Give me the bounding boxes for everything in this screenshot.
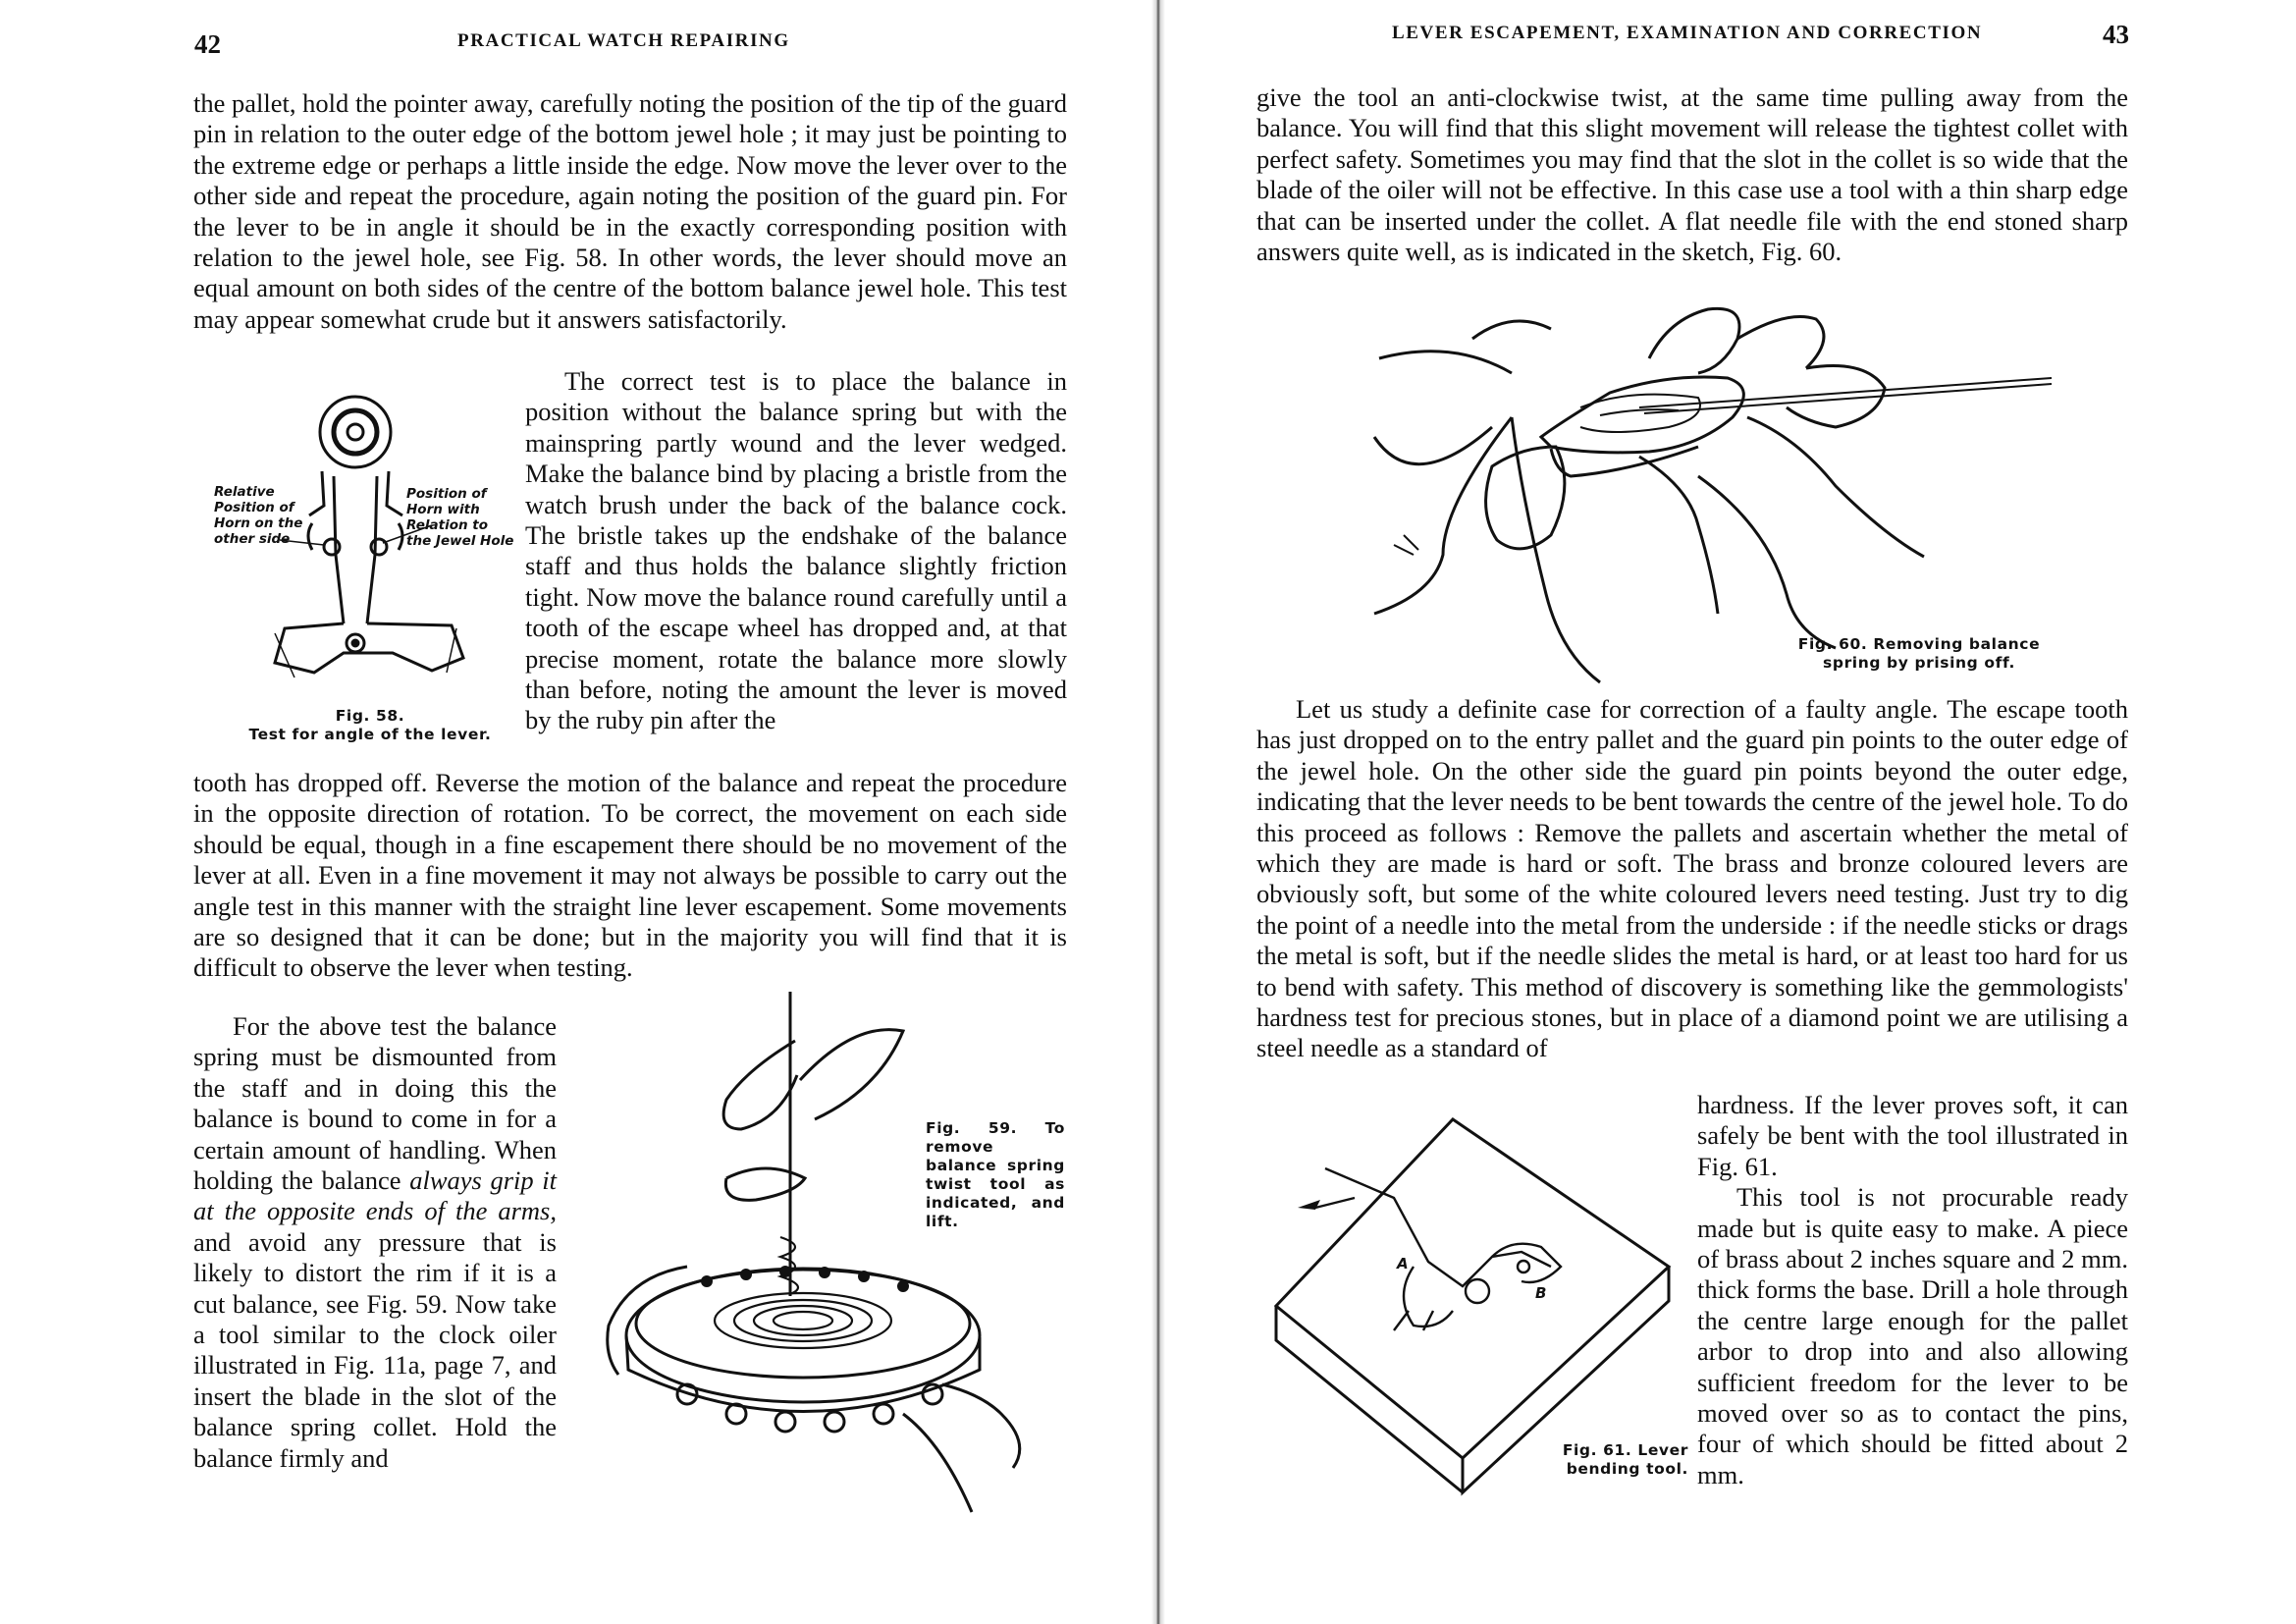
fig58-caption: Fig. 58. Test for angle of the lever. bbox=[248, 707, 492, 743]
running-head-left: PRACTICAL WATCH REPAIRING bbox=[457, 30, 790, 51]
balance-spring-removal-sketch bbox=[569, 982, 1060, 1517]
paragraph-left-fig58-side: The correct test is to place the balance in position without the balance spring but with the mainspring partly wound and the lever wedged. Make the balance bind by placing a bristle from the watch brush under the back of the balance cock. The bristle takes up the endshake of the balance staff and thus holds the balance slightly friction tight. Now move the balance round carefully until a tooth of the escape wheel has dropped and, at that precise moment, rotate the balance more slowly than before, noting the amount the lever is moved by the ruby pin after the bbox=[525, 366, 1067, 735]
figure-60 bbox=[1374, 299, 2052, 687]
fig59-caption: Fig. 59. To remove balance spring twist tool as indicated, and lift. bbox=[926, 1119, 1065, 1230]
figure-58 bbox=[206, 378, 520, 702]
paragraph-right-fig61-side: hardness. If the lever proves soft, it can safely be bent with the tool illustrated in Fig. 61. This tool is not procurable ready made but is quite easy to make. A piece of brass about 2 inches square and 2 mm. thick forms the base. Drill a hole through the centre large enough for the pallet arbor to drop into and also allowing sufficient freedom for the lever to be moved over so as to contact the pins, four of which should be fitted about 2 mm. bbox=[1697, 1090, 2128, 1489]
figure-61 bbox=[1266, 1119, 1698, 1483]
paragraph-left-top: the pallet, hold the pointer away, carefully noting the position of the tip of the guard pin in relation to the outer edge of the bottom jewel hole ; it may just be pointing to the extreme edge or perhaps a little inside the edge. Now move the lever over to the other side and repeat the procedure, again noting the position of the guard pin. For the lever to be in angle it should be in the exactly corresponding position with relation to the jewel hole, see Fig. 58. In other words, the lever should move an equal amount on both sides of the centre of the bottom balance jewel hole. This test may appear somewhat crude but it answers satisfactorily. bbox=[193, 88, 1067, 334]
page-number-left: 42 bbox=[194, 29, 221, 59]
paragraph-left-after-fig58: tooth has dropped off. Reverse the motion of the balance and repeat the procedure in the opposite direction of rotation. To be correct, the movement on each side should be equal, though in a fine escapement there should be no movement of the lever at all. Even in a fine movement it may not always be possible to carry out the angle test in this manner with the straight line lever escapement. Some movements are so designed that it can be done; but in the majority you will find that it is difficult to observe the lever when testing. bbox=[193, 768, 1067, 983]
paragraph-right-middle: Let us study a definite case for correction of a faulty angle. The escape tooth has just dropped on to the entry pallet and the guard pin points to the outer edge of the jewel hole. On the other side the guard pin points beyond the outer edge, indicating that the lever needs to be bent towards the centre of the jewel hole. To do this proceed as follows : Remove the pallets and ascertain whether the metal of which they are made is hard or soft. The brass and bronze coloured levers are obviously soft, but some of the white coloured levers need testing. Just try to dig the point of a needle into the metal from the underside : if the needle sticks or drags the metal is soft, but if the needle slides the metal is hard, or at least too hard for us to bend with safety. This method of discovery is something like the gemmologists' hardness test for precious stones, but in place of a diamond point we are utilising a steel needle as a standard of bbox=[1256, 694, 2128, 1063]
running-head-right: LEVER ESCAPEMENT, EXAMINATION AND CORRECTION bbox=[1392, 23, 1983, 43]
lever-bending-tool-sketch bbox=[1266, 1119, 1698, 1483]
fig58-label-left: Relative Position of Horn on the other side bbox=[214, 484, 303, 547]
page-number-right: 43 bbox=[2103, 20, 2129, 49]
paragraph-left-fig59-side: For the above test the balance spring must be dismounted from the staff and in doing this the balance is bound to come in for a certain amount of handling. When holding the balance always grip it at the opposite ends of the arms, and avoid any pressure that is likely to distort the rim if it is a cut balance, see Fig. 59. Now take a tool similar to the clock oiler illustrated in Fig. 11a, page 7, and insert the blade in the slot of the balance spring collet. Hold the balance firmly and bbox=[193, 1011, 558, 1473]
fig61-caption: Fig. 61. Lever bending tool. bbox=[1562, 1441, 1688, 1478]
paragraph-right-top: give the tool an anti-clockwise twist, at the same time pulling away from the balance. You will find that this slight movement will release the tightest collet with perfect safety. Sometimes you may find that the slot in the collet is so wide that the blade of the oiler will not be effective. In this case use a tool with a thin sharp edge that can be inserted under the collet. A flat needle file with the end stoned sharp answers quite well, as is indicated in the sketch, Fig. 60. bbox=[1256, 82, 2128, 267]
prising-balance-spring-sketch bbox=[1374, 299, 2052, 687]
fig61-label-b: B bbox=[1535, 1284, 1547, 1302]
fig61-label-a: A bbox=[1397, 1255, 1409, 1272]
book-gutter bbox=[1151, 0, 1165, 1624]
fig60-caption: Fig. 60. Removing balance spring by prising off. bbox=[1797, 635, 2041, 672]
right-page bbox=[1168, 0, 2296, 1624]
figure-59 bbox=[569, 982, 1060, 1517]
fig58-label-right: Position of Horn with Relation to the Jewel Hole bbox=[406, 486, 514, 549]
